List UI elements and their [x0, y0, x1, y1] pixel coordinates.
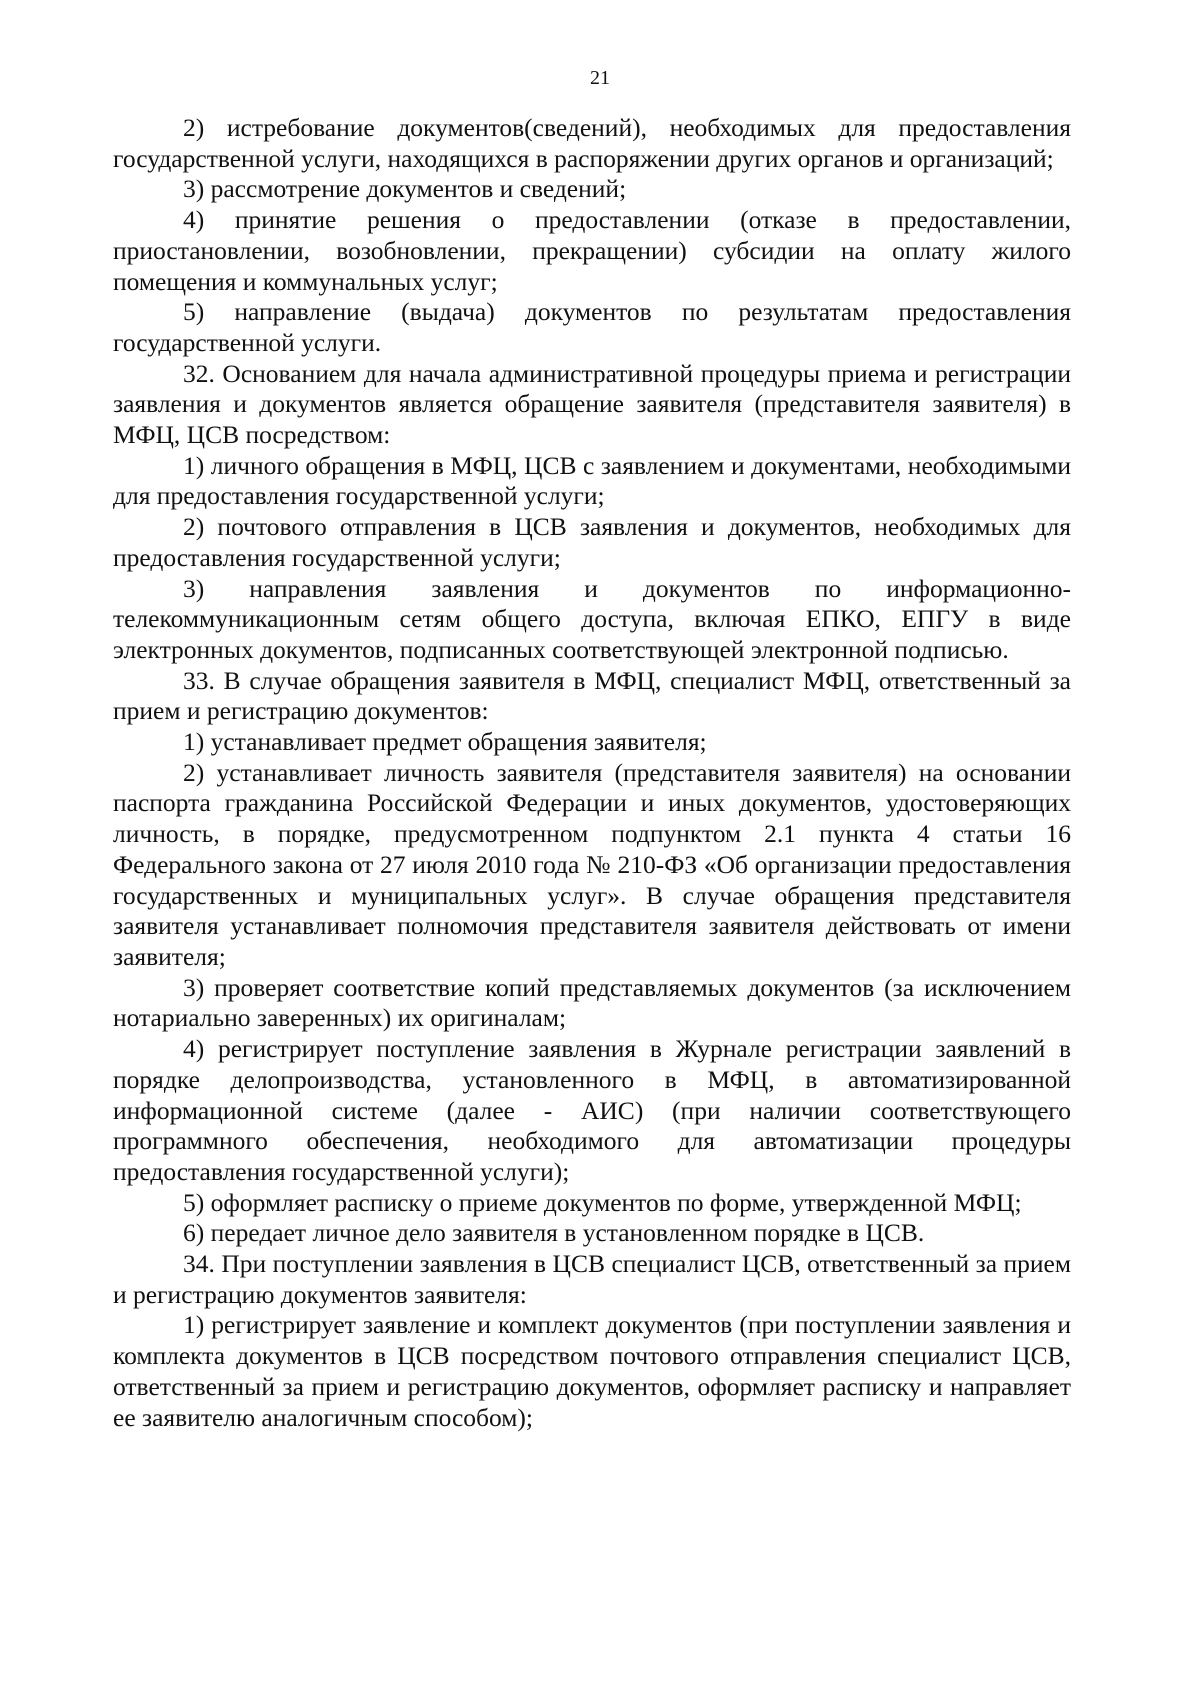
paragraph-clause-32: 32. Основанием для начала административной процедуры приема и регистрации заявления и документов является обращение заявителя (представителя заявителя) в МФЦ, ЦСВ посредством: — [113, 358, 1071, 450]
paragraph-32-item-2: 2) почтового отправления в ЦСВ заявления и документов, необходимых для предоставления государственной услуги; — [113, 512, 1071, 572]
paragraph-34-item-1: 1) регистрирует заявление и комплект документов (при поступлении заявления и комплекта документов в ЦСВ посредством почтового отправления специалист ЦСВ, ответственный за прием и регистрацию документов, оформляет расписку и направляет ее заявителю аналогичным способом); — [113, 1310, 1071, 1432]
paragraph-33-item-1: 1) устанавливает предмет обращения заявителя; — [183, 727, 707, 757]
paragraph-32-item-3: 3) направления заявления и документов по информационно-телекоммуникационным сетям общего доступа, включая ЕПКО, ЕПГУ в виде электронных документов, подписанных соответствующей электронной подписью. — [113, 573, 1071, 664]
page-number: 21 — [590, 67, 610, 89]
document-body — [113, 113, 1071, 1433]
paragraph-33-item-2: 2) устанавливает личность заявителя (представителя заявителя) на основании паспорта гражданина Российской Федерации и иных документов, удостоверяющих личность, в порядке, предусмотренном подпунктом 2.1 пункта 4 статьи 16 Федерального закона от 27 июля 2010 года № 210-ФЗ «Об организации предоставления государственных и муниципальных услуг». В случае обращения представителя заявителя устанавливает полномочия представителя заявителя действовать от имени заявителя; — [113, 757, 1071, 971]
paragraph-item-3-review: 3) рассмотрение документов и сведений; — [183, 174, 627, 204]
paragraph-33-item-4: 4) регистрирует поступление заявления в Журнале регистрации заявлений в порядке делопроизводства, установленного в МФЦ, в автоматизированной информационной системе (далее - АИС) (при наличии соответствующего программного обеспечения, необходимого для автоматизации процедуры предоставления государственной услуги); — [113, 1034, 1071, 1186]
paragraph-clause-34: 34. При поступлении заявления в ЦСВ специалист ЦСВ, ответственный за прием и регистрацию документов заявителя: — [113, 1249, 1071, 1309]
paragraph-32-item-1: 1) личного обращения в МФЦ, ЦСВ с заявлением и документами, необходимыми для предоставления государственной услуги; — [113, 450, 1071, 511]
paragraph-33-item-5: 5) оформляет расписку о приеме документов по форме, утвержденной МФЦ; — [183, 1187, 1022, 1217]
paragraph-item-2-document-request: 2) истребование документов(сведений), необходимых для предоставления государственной услуги, находящихся в распоряжении других органов и организаций; — [113, 113, 1071, 173]
paragraph-item-5-issue: 5) направление (выдача) документов по результатам предоставления государственной услуги. — [113, 297, 1071, 357]
paragraph-clause-33: 33. В случае обращения заявителя в МФЦ, специалист МФЦ, ответственный за прием и регистрацию документов: — [113, 665, 1071, 726]
paragraph-33-item-3: 3) проверяет соответствие копий представляемых документов (за исключением нотариально заверенных) их оригиналам; — [113, 972, 1071, 1033]
paragraph-item-4-decision: 4) принятие решения о предоставлении (отказе в предоставлении, приостановлении, возобновлении, прекращении) субсидии на оплату жилого помещения и коммунальных услуг; — [113, 205, 1071, 296]
paragraph-33-item-6: 6) передает личное дело заявителя в установленном порядке в ЦСВ. — [183, 1218, 925, 1248]
